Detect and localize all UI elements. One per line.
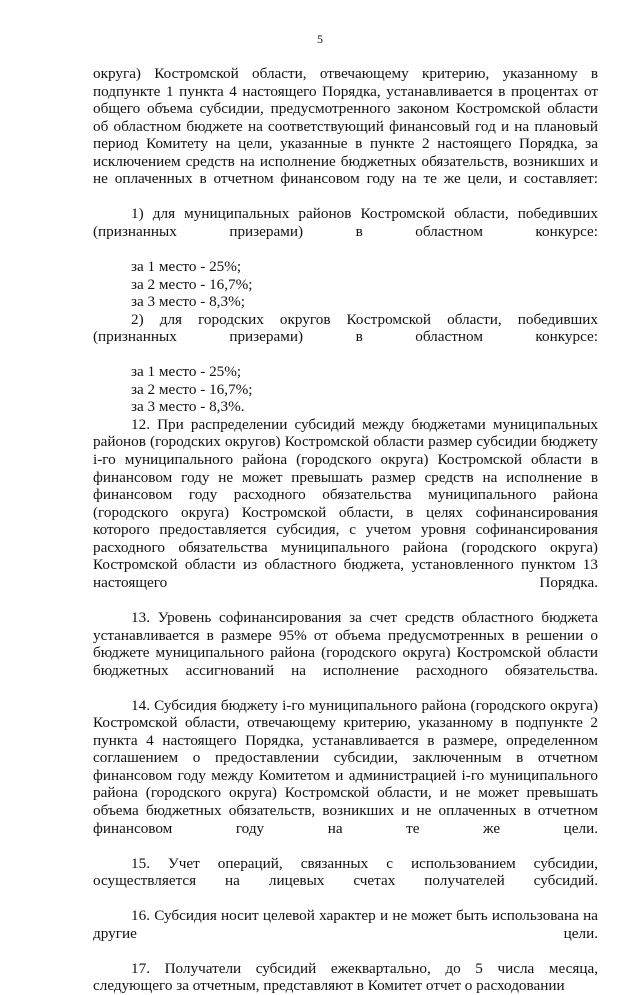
paragraph-16: 16. Субсидия носит целевой характер и не может быть использована на другие цели. [93, 907, 598, 942]
list-item: за 2 место - 16,7%; [131, 275, 253, 293]
list-item: за 1 место - 25%; [131, 363, 242, 381]
paragraph-17: 17. Получатели субсидий ежеквартально, до 5 числа месяца, следующего за отчетным, представляют в Комитет отчет о расходовании [93, 959, 598, 995]
list-item: за 3 место - 8,3%. [131, 398, 245, 416]
paragraph-subitem-2: 2) для городских округов Костромской области, победивших (признанных призерами) в областном конкурсе: [93, 310, 598, 346]
paragraph-15: 15. Учет операций, связанных с использованием субсидии, осуществляется на лицевых счетах получателей субсидий. [93, 854, 598, 890]
paragraph-continuation: округа) Костромской области, отвечающему критерию, указанному в подпункте 1 пункта 4 настоящего Порядка, устанавливается в процентах от общего объема субсидии, предусмотренного законом Костромской области об областном бюджете на соответствующий финансовый год и на плановый период Комитету на цели, указанные в пункте 2 настоящего Порядка, за исключением средств на исполнение бюджетных обязательств, возникших и не оплаченных в отчетном финансовом году на те же цели, и составляет: [93, 65, 598, 188]
list-item: за 3 место - 8,3%; [131, 293, 245, 311]
page-number: 5 [317, 32, 323, 46]
paragraph-13: 13. Уровень софинансирования за счет средств областного бюджета устанавливается в размере 95% от объема предусмотренных в решении о бюджете муниципального района (городского округа) Костромской области бюджетных ассигнований на исполнение расходного обязательства. [93, 608, 598, 679]
paragraph-14: 14. Субсидия бюджету i-го муниципального района (городского округа) Костромской области, отвечающему критерию, указанному в подпункте 2 пункта 4 настоящего Порядка, устанавливается в размере, определенном соглашением о предоставлении субсидии, заключенным в отчетном финансовом году между Комитетом и администрацией i-го муниципального района (городского округа) Костромской области, и не может превышать объема бюджетных обязательств, возникших и не оплаченных в отчетном финансовом году на те же цели. [93, 696, 598, 837]
document-body [93, 65, 598, 995]
list-item: за 2 место - 16,7%; [131, 380, 253, 398]
paragraph-subitem-1: 1) для муниципальных районов Костромской области, победивших (признанных призерами) в областном конкурсе: [93, 205, 598, 240]
list-item: за 1 место - 25%; [131, 258, 242, 276]
paragraph-12: 12. При распределении субсидий между бюджетами муниципальных районов (городских округов) Костромской области размер субсидии бюджету i-го муниципального района (городского округа) Костромской области в финансовом году не может превышать размер средств на исполнение в финансовом году расходного обязательства муниципального района (городского округа) Костромской области, в целях софинансирования которого предоставляется субсидия, с учетом уровня софинансирования расходного обязательства муниципального района (городского округа) Костромской области из областного бюджета, установленного пунктом 13 настоящего Порядка. [93, 415, 598, 591]
